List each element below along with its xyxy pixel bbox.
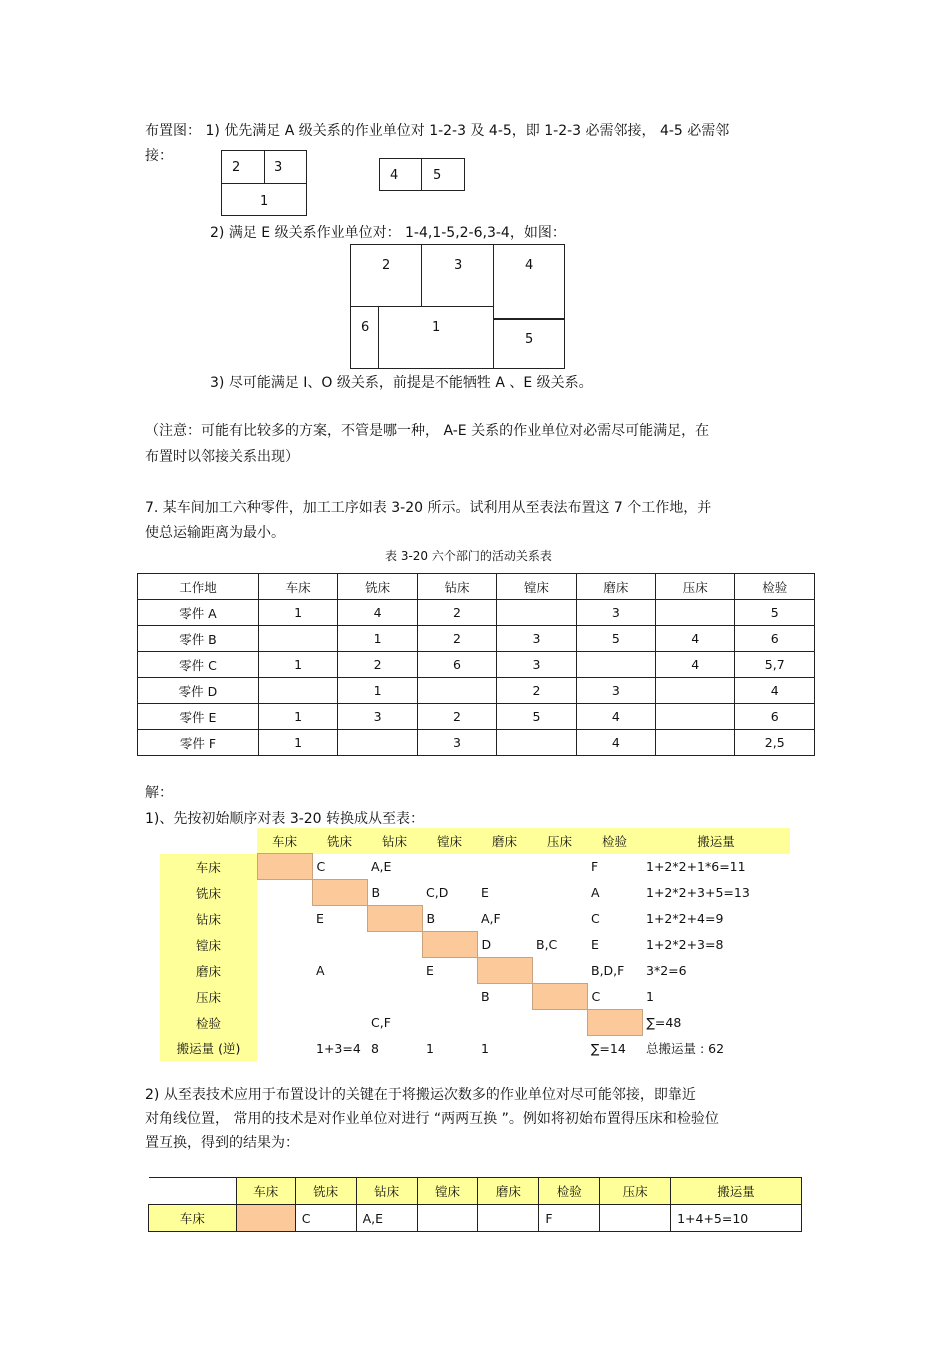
question7-line1: 7. 某车间加工六种零件，加工工序如表 3-20 所示。试利用从至表法布置这 7 个工作地，并 xyxy=(145,500,712,516)
table1-cell xyxy=(338,730,417,756)
fig2-cell-1: 1 xyxy=(432,320,441,335)
table2-cell xyxy=(257,1036,312,1062)
from-to-table xyxy=(160,828,790,1061)
table1-row xyxy=(138,730,815,756)
table1-header: 工作地 xyxy=(138,574,259,600)
table2-row-label: 压床 xyxy=(160,984,257,1010)
table3-header-row xyxy=(149,1178,802,1205)
table2-cell xyxy=(532,906,587,932)
table2-row xyxy=(160,958,790,984)
table2-row xyxy=(160,932,790,958)
table2-header: 搬运量 xyxy=(642,828,790,854)
table2-cell: 总搬运量 : 62 xyxy=(646,1041,725,1057)
table1-row xyxy=(138,704,815,730)
para1-line2: 接： xyxy=(145,148,173,164)
para2-line1: 2) 从至表技术应用于布置设计的关键在于将搬运次数多的作业单位对尽可能邻接，即靠近 xyxy=(145,1087,696,1103)
table2-row xyxy=(160,854,790,880)
fig2-cell-6: 6 xyxy=(361,320,370,335)
table1-cell: 1 xyxy=(258,600,337,626)
fig1-cell-1: 1 xyxy=(260,194,269,209)
table2-cell: ∑=14 xyxy=(591,1041,626,1056)
table1-cell xyxy=(497,730,576,756)
fig2-cell-2: 2 xyxy=(382,258,391,273)
table2-cell: F xyxy=(591,859,599,874)
table1-caption: 表 3-20 六个部门的活动关系表 xyxy=(385,549,552,563)
table1-row xyxy=(138,626,815,652)
table2-cell: 1+2*2+4=9 xyxy=(646,911,724,926)
table1-cell: 3 xyxy=(576,600,655,626)
note-line1: （注意：可能有比较多的方案，不管是哪一种， A-E 关系的作业单位对必需尽可能满足，在 xyxy=(145,423,710,439)
table2-cell: C xyxy=(591,988,601,1004)
table2-cell: B xyxy=(371,884,381,900)
table1-cell xyxy=(576,652,655,678)
table1-header: 压床 xyxy=(656,574,735,600)
table3-header: 钻床 xyxy=(356,1178,417,1205)
table2-row xyxy=(160,1010,790,1036)
table2-cell xyxy=(422,854,477,880)
solution-step1: 1)、先按初始顺序对表 3-20 转换成从至表： xyxy=(145,811,425,827)
table1-cell: 2 xyxy=(417,704,496,730)
table1-row xyxy=(138,678,815,704)
table2-row xyxy=(160,880,790,906)
table1-row-label: 零件 A xyxy=(138,600,259,626)
para1-line1: 布置图： 1) 优先满足 A 级关系的作业单位对 1-2-3 及 4-5，即 1-2-3 必需邻接， 4-5 必需邻 xyxy=(145,123,730,139)
table2-cell: B,C xyxy=(536,937,558,952)
table2-row-label: 车床 xyxy=(160,854,257,880)
table2-row-label: 磨床 xyxy=(160,958,257,984)
table2-cell: A,E xyxy=(371,859,392,874)
table1-cell: 2 xyxy=(417,626,496,652)
table1-cell: 6 xyxy=(735,704,815,730)
table2-row-label: 检验 xyxy=(160,1010,257,1036)
fig2-cell-3: 3 xyxy=(454,258,463,273)
step3-text: 3) 尽可能满足 I、O 级关系，前提是不能牺牲 A 、E 级关系。 xyxy=(210,375,593,391)
table2-cell: B,D,F xyxy=(591,963,625,978)
table1-cell: 4 xyxy=(576,730,655,756)
table1-cell xyxy=(417,678,496,704)
table1-cell: 4 xyxy=(338,600,417,626)
table1-cell: 1 xyxy=(258,730,337,756)
table2-diagonal-cell xyxy=(257,854,312,880)
table3-cell: A,E xyxy=(356,1205,417,1232)
table1-cell: 2 xyxy=(417,600,496,626)
table3-header: 搬运量 xyxy=(671,1178,802,1205)
table2-cell xyxy=(532,880,587,906)
table2-cell: 1+3=4 xyxy=(316,1040,361,1056)
table1-cell: 1 xyxy=(258,652,337,678)
table2-cell xyxy=(257,906,312,932)
table1-row xyxy=(138,652,815,678)
table1-cell: 5 xyxy=(576,626,655,652)
fig2-cell-5: 5 xyxy=(525,332,534,347)
table2-cell: ∑=48 xyxy=(646,1015,682,1030)
table2-cell xyxy=(367,984,422,1010)
table2-cell xyxy=(422,984,477,1010)
table2-diagonal-cell xyxy=(587,1010,642,1036)
table2-cell: A xyxy=(591,885,600,900)
fig2-cell-4: 4 xyxy=(525,258,534,273)
table2-cell: B xyxy=(426,910,436,926)
table3-cell: F xyxy=(539,1205,600,1232)
table3-cell xyxy=(600,1205,671,1232)
table2-cell xyxy=(367,932,422,958)
table2-cell: E xyxy=(316,911,324,927)
table1-cell: 3 xyxy=(338,704,417,730)
table2-cell xyxy=(477,854,532,880)
table2-header: 磨床 xyxy=(477,828,532,854)
table2-cell: 3*2=6 xyxy=(646,963,687,978)
table2-cell: B xyxy=(481,989,490,1005)
table3-header: 铣床 xyxy=(295,1178,356,1205)
table2-cell xyxy=(532,854,587,880)
table2-cell: E xyxy=(481,885,489,900)
fig1-cell-3: 3 xyxy=(274,160,283,175)
table2-cell xyxy=(532,1036,587,1062)
table1-cell: 1 xyxy=(338,678,417,704)
table2-diagonal-cell xyxy=(422,932,477,958)
fig1-cell-5: 5 xyxy=(433,168,442,183)
fig1-cell-4: 4 xyxy=(390,168,399,183)
table2-cell xyxy=(257,984,312,1010)
table1-cell: 4 xyxy=(735,678,815,704)
fig1-cell-2: 2 xyxy=(232,160,241,175)
table2-cell: 1+2*2+1*6=11 xyxy=(646,859,746,874)
table1-header: 检验 xyxy=(735,574,815,600)
table2-header: 检验 xyxy=(587,828,642,854)
table2-cell xyxy=(257,880,312,906)
table1-cell: 3 xyxy=(497,652,576,678)
table2-cell xyxy=(312,1010,367,1036)
table1-cell xyxy=(258,678,337,704)
table2-header: 车床 xyxy=(257,828,312,854)
table1-row-label: 零件 B xyxy=(138,626,259,652)
table3-header: 检验 xyxy=(539,1178,600,1205)
table1-cell: 4 xyxy=(576,704,655,730)
table3-cell xyxy=(417,1205,478,1232)
table1-cell: 5 xyxy=(735,600,815,626)
table1-cell xyxy=(656,704,735,730)
table1-cell xyxy=(656,678,735,704)
table1-cell: 6 xyxy=(735,626,815,652)
table2-cell: C,F xyxy=(371,1015,391,1030)
table1-header: 钻床 xyxy=(417,574,496,600)
table1-header: 铣床 xyxy=(338,574,417,600)
table2-cell xyxy=(257,958,312,984)
table2-header: 铣床 xyxy=(312,828,367,854)
table3-row xyxy=(149,1205,802,1232)
table2-cell xyxy=(312,984,367,1010)
table3-row-label: 车床 xyxy=(149,1205,237,1232)
table3-cell: C xyxy=(295,1205,356,1232)
table2-cell: 1 xyxy=(481,1040,489,1056)
table2-cell: D xyxy=(481,936,492,952)
step2-text: 2) 满足 E 级关系作业单位对： 1-4,1-5,2-6,3-4，如图： xyxy=(210,225,566,241)
table2-diagonal-cell xyxy=(367,906,422,932)
question7-line2: 使总运输距离为最小。 xyxy=(145,525,285,541)
table2-header: 镗床 xyxy=(422,828,477,854)
table2-diagonal-cell xyxy=(532,984,587,1010)
para2-line3: 置互换，得到的结果为： xyxy=(145,1135,299,1151)
table2-header-row xyxy=(160,828,790,854)
table2-cell xyxy=(312,932,367,958)
table1-cell: 3 xyxy=(497,626,576,652)
table2-header: 钻床 xyxy=(367,828,422,854)
table1-cell: 4 xyxy=(656,626,735,652)
table2-row-label: 钻床 xyxy=(160,906,257,932)
table2-cell: 8 xyxy=(371,1040,379,1056)
table3-header: 压床 xyxy=(600,1178,671,1205)
table1-cell: 5,7 xyxy=(735,652,815,678)
table3-cell: 1+4+5=10 xyxy=(671,1205,802,1232)
table2-cell: E xyxy=(591,937,599,952)
table2-cell: 1 xyxy=(646,989,654,1004)
table3-header: 镗床 xyxy=(417,1178,478,1205)
table2-row xyxy=(160,984,790,1010)
table1-cell: 2 xyxy=(338,652,417,678)
table1-row xyxy=(138,600,815,626)
table1-cell: 2 xyxy=(497,678,576,704)
table1-header: 车床 xyxy=(258,574,337,600)
table1-cell xyxy=(656,730,735,756)
table1-cell: 2,5 xyxy=(735,730,815,756)
table2-cell: 1 xyxy=(426,1040,434,1056)
table2-cell: C xyxy=(591,911,600,926)
table1-row-label: 零件 C xyxy=(138,652,259,678)
table2-cell xyxy=(257,1010,312,1036)
table2-row xyxy=(160,906,790,932)
table1-row-label: 零件 F xyxy=(138,730,259,756)
table1-cell: 3 xyxy=(576,678,655,704)
table2-diagonal-cell xyxy=(312,880,367,906)
para2-line2: 对角线位置， 常用的技术是对作业单位对进行 “两两互换 ”。例如将初始布置得压床和检验位 xyxy=(145,1111,719,1127)
activity-table xyxy=(137,573,815,756)
table3-header: 磨床 xyxy=(478,1178,539,1205)
table2-cell: C,D xyxy=(426,885,449,900)
table1-cell: 5 xyxy=(497,704,576,730)
table2-cell: 1+2*2+3+5=13 xyxy=(646,885,750,900)
table1-cell: 4 xyxy=(656,652,735,678)
table2-diagonal-cell xyxy=(477,958,532,984)
table2-cell xyxy=(477,1010,532,1036)
table2-cell: A xyxy=(316,963,325,978)
table2-header: 压床 xyxy=(532,828,587,854)
table2-cell: 1+2*2+3=8 xyxy=(646,937,724,952)
table2-cell xyxy=(367,958,422,984)
note-line2: 布置时以邻接关系出现） xyxy=(145,449,299,465)
table2-row-label: 铣床 xyxy=(160,880,257,906)
table3-cell xyxy=(478,1205,539,1232)
table3-header: 车床 xyxy=(236,1178,295,1205)
table1-cell: 3 xyxy=(417,730,496,756)
table3-diagonal-cell xyxy=(236,1205,295,1232)
table1-cell: 1 xyxy=(338,626,417,652)
table2-cell: C xyxy=(316,858,326,874)
solution-label: 解： xyxy=(145,785,173,801)
table2-cell xyxy=(257,932,312,958)
table1-cell: 6 xyxy=(417,652,496,678)
table1-header: 镗床 xyxy=(497,574,576,600)
table1-cell: 1 xyxy=(258,704,337,730)
table2-cell: A,F xyxy=(481,911,501,926)
table1-header-row xyxy=(138,574,815,600)
table2-cell xyxy=(532,958,587,984)
table2-cell xyxy=(532,1010,587,1036)
table2-row-label: 搬运量 (逆) xyxy=(160,1036,257,1062)
swapped-from-to-table xyxy=(148,1177,802,1232)
table1-cell xyxy=(258,626,337,652)
table2-cell xyxy=(422,1010,477,1036)
table1-row-label: 零件 D xyxy=(138,678,259,704)
table2-row-label: 镗床 xyxy=(160,932,257,958)
table2-row xyxy=(160,1036,790,1062)
table1-header: 磨床 xyxy=(576,574,655,600)
table1-cell xyxy=(497,600,576,626)
table2-cell: E xyxy=(426,963,434,979)
table1-cell xyxy=(656,600,735,626)
table1-row-label: 零件 E xyxy=(138,704,259,730)
